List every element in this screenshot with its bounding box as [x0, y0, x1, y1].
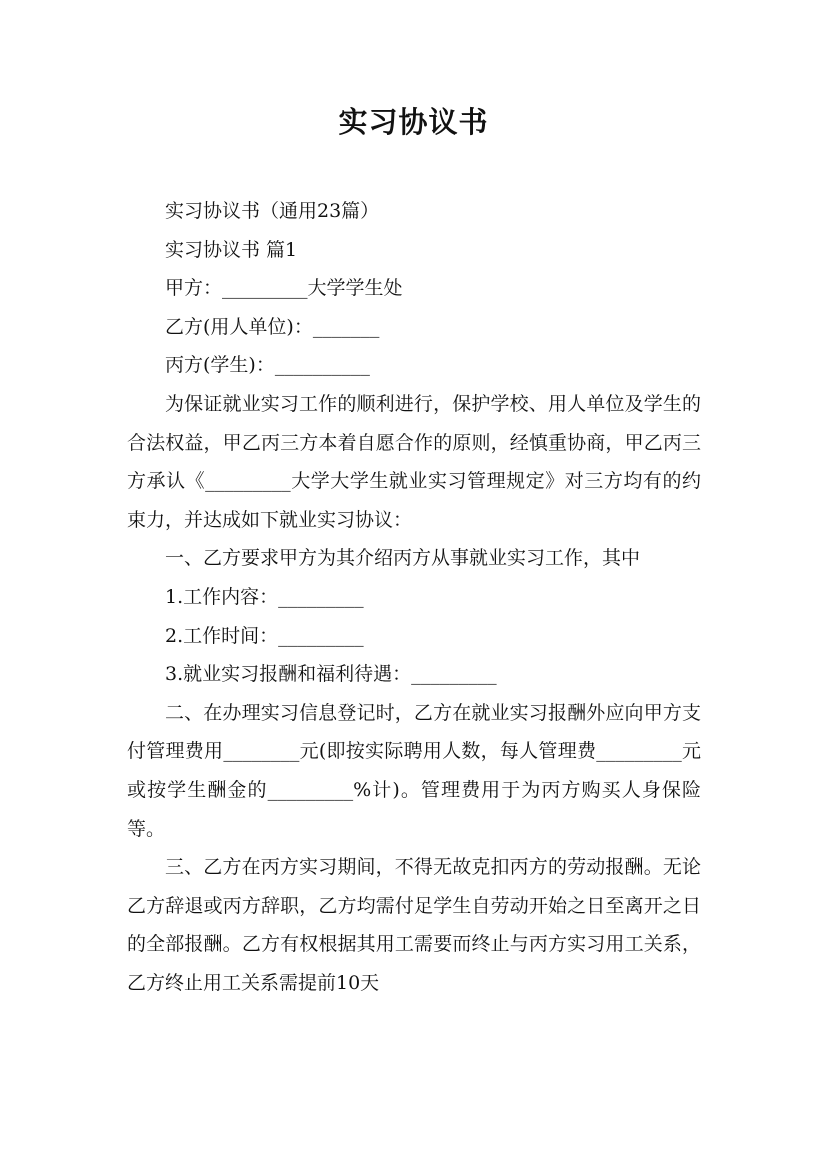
clause-two: 二、在办理实习信息登记时，乙方在就业实习报酬外应向甲方支付管理费用________元(即按实际聘用人数，每人管理费_________元或按学生酬金的_________%计)。管理费用于为丙方购买人身保险等。	[127, 701, 701, 840]
party-b: 乙方(用人单位)：_______	[165, 315, 380, 338]
clause-one-item-2: 2.工作时间：_________	[165, 624, 364, 647]
clause-one: 一、乙方要求甲方为其介绍丙方从事就业实习工作，其中	[165, 547, 641, 570]
party-a: 甲方：_________大学学生处	[165, 277, 403, 300]
clause-three: 三、乙方在丙方实习期间，不得无故克扣丙方的劳动报酬。无论乙方辞退或丙方辞职，乙方均需付足学生自劳动开始之日至离开之日的全部报酬。乙方有权根据其用工需要而终止与丙方实习用工关系，乙方终止用工关系需提前10天	[127, 856, 701, 994]
subtitle: 实习协议书（通用23篇）	[165, 200, 380, 222]
preamble-paragraph: 为保证就业实习工作的顺利进行，保护学校、用人单位及学生的合法权益，甲乙丙三方本着自愿合作的原则，经慎重协商，甲乙丙三方承认《_________大学大学生就业实习管理规定》对三方均有的约束力，并达成如下就业实习协议：	[127, 392, 701, 531]
document-title: 实习协议书	[338, 105, 489, 139]
document-body	[127, 192, 701, 1002]
party-c: 丙方(学生)：__________	[165, 354, 370, 377]
clause-one-item-1: 1.工作内容：_________	[165, 585, 364, 608]
section-heading: 实习协议书 篇1	[165, 238, 298, 261]
clause-one-item-3: 3.就业实习报酬和福利待遇：_________	[165, 663, 497, 686]
